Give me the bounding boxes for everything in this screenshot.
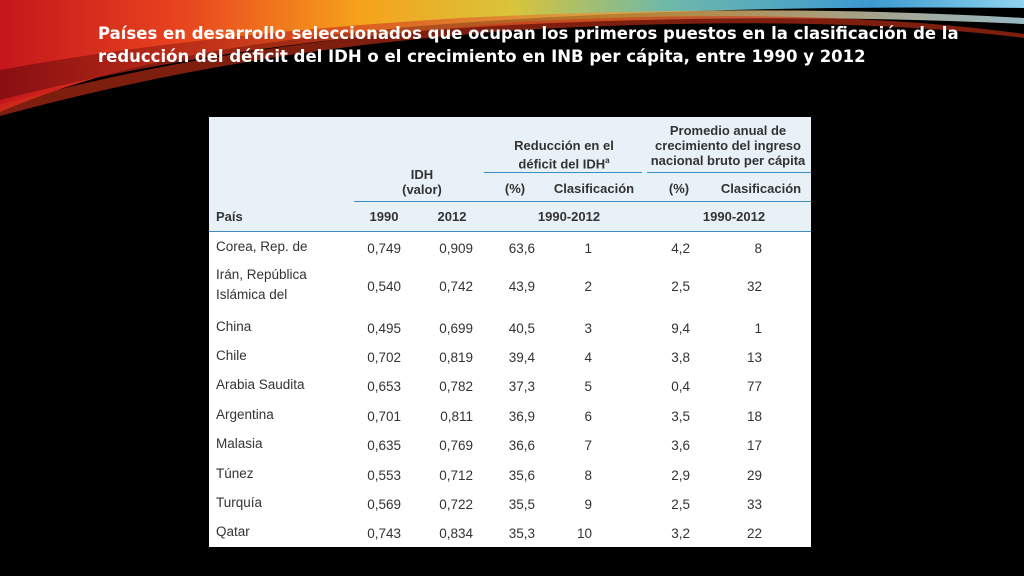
cell-reduccion-pct: 63,6 — [508, 241, 535, 256]
table-row — [209, 237, 811, 261]
header-reduccion-1: Reducción en el — [514, 138, 614, 153]
cell-reduccion-pct: 35,5 — [508, 497, 535, 512]
cell-idh-2012: 0,712 — [439, 468, 473, 483]
cell-idh-2012: 0,722 — [439, 497, 473, 512]
header-promedio-2: crecimiento del ingreso — [655, 138, 801, 153]
cell-reduccion-pct: 40,5 — [508, 321, 535, 336]
cell-reduccion-rank: 1 — [584, 241, 592, 256]
cell-country: Malasia — [216, 436, 263, 451]
cell-inb-rank: 18 — [746, 409, 762, 424]
cell-reduccion-rank: 9 — [584, 497, 592, 512]
cell-inb-rank: 22 — [746, 526, 762, 541]
table-row — [209, 464, 811, 488]
cell-reduccion-rank: 3 — [584, 321, 592, 336]
cell-reduccion-pct: 37,3 — [508, 379, 535, 394]
cell-country: Turquía — [216, 495, 263, 510]
cell-inb-pct: 3,6 — [671, 438, 690, 453]
cell-reduccion-rank: 7 — [584, 438, 592, 453]
cell-idh-1990: 0,495 — [367, 321, 401, 336]
cell-reduccion-pct: 35,6 — [508, 468, 535, 483]
cell-reduccion-rank: 4 — [584, 350, 592, 365]
header-idh: IDH — [410, 167, 434, 182]
table-row — [209, 317, 811, 341]
cell-country: Corea, Rep. de — [216, 239, 308, 254]
header-range-2: 1990-2012 — [702, 209, 766, 224]
table-row — [209, 265, 811, 309]
table-row — [209, 405, 811, 429]
cell-idh-2012: 0,699 — [439, 321, 473, 336]
cell-inb-rank: 32 — [746, 279, 762, 294]
header-bottom-rule — [209, 231, 811, 232]
cell-country: Arabia Saudita — [216, 377, 305, 392]
table-row — [209, 434, 811, 458]
cell-reduccion-rank: 8 — [584, 468, 592, 483]
hdi-ranking-table — [209, 117, 811, 547]
header-pais: País — [216, 209, 243, 224]
cell-inb-pct: 3,8 — [671, 350, 690, 365]
cell-inb-rank: 8 — [754, 241, 762, 256]
cell-inb-pct: 3,2 — [671, 526, 690, 541]
cell-inb-pct: 4,2 — [671, 241, 690, 256]
cell-idh-2012: 0,819 — [439, 350, 473, 365]
cell-idh-2012: 0,782 — [439, 379, 473, 394]
cell-inb-pct: 9,4 — [671, 321, 690, 336]
cell-inb-rank: 33 — [746, 497, 762, 512]
cell-inb-rank: 17 — [746, 438, 762, 453]
cell-idh-1990: 0,553 — [367, 468, 401, 483]
header-1990: 1990 — [369, 209, 399, 224]
cell-idh-1990: 0,635 — [367, 438, 401, 453]
table-row — [209, 375, 811, 399]
cell-idh-2012: 0,742 — [439, 279, 473, 294]
header-pct-2: (%) — [668, 181, 690, 196]
cell-country: Qatar — [216, 524, 250, 539]
cell-reduccion-rank: 6 — [584, 409, 592, 424]
cell-country: Irán, República Islámica del — [216, 267, 307, 302]
cell-inb-rank: 29 — [746, 468, 762, 483]
cell-inb-rank: 77 — [746, 379, 762, 394]
table-row — [209, 346, 811, 370]
header-idh-sub: (valor) — [402, 182, 442, 197]
header-pct: (%) — [504, 181, 526, 196]
header-clasificacion-2: Clasificación — [720, 181, 802, 196]
cell-country: China — [216, 319, 252, 334]
slide-title: Países en desarrollo seleccionados que ocupan los primeros puestos en la clasificación de la reducción del déficit del IDH o el crecimiento en INB per cápita, entre 1990 y 2012 — [98, 24, 959, 66]
cell-idh-1990: 0,743 — [367, 526, 401, 541]
table-row — [209, 493, 811, 517]
cell-reduccion-rank: 10 — [576, 526, 592, 541]
header-rule — [647, 172, 811, 173]
cell-idh-1990: 0,540 — [367, 279, 401, 294]
cell-idh-1990: 0,569 — [367, 497, 401, 512]
cell-idh-2012: 0,769 — [439, 438, 473, 453]
header-2012: 2012 — [437, 209, 467, 224]
cell-idh-2012: 0,834 — [439, 526, 473, 541]
cell-reduccion-pct: 36,6 — [508, 438, 535, 453]
cell-inb-pct: 3,5 — [671, 409, 690, 424]
cell-inb-pct: 0,4 — [671, 379, 690, 394]
cell-country: Túnez — [216, 466, 254, 481]
cell-idh-1990: 0,702 — [367, 350, 401, 365]
cell-inb-pct: 2,5 — [671, 497, 690, 512]
header-promedio-1: Promedio anual de — [669, 123, 787, 138]
cell-country: Chile — [216, 348, 247, 363]
cell-inb-rank: 13 — [746, 350, 762, 365]
cell-reduccion-pct: 35,3 — [508, 526, 535, 541]
table-row — [209, 522, 811, 546]
header-range-1: 1990-2012 — [537, 209, 601, 224]
cell-reduccion-pct: 36,9 — [508, 409, 535, 424]
cell-idh-2012: 0,811 — [440, 409, 473, 424]
header-rule — [354, 201, 811, 202]
cell-reduccion-rank: 5 — [584, 379, 592, 394]
cell-country: Argentina — [216, 407, 274, 422]
cell-reduccion-pct: 39,4 — [508, 350, 535, 365]
cell-inb-pct: 2,5 — [671, 279, 690, 294]
cell-idh-1990: 0,749 — [367, 241, 401, 256]
cell-idh-1990: 0,701 — [367, 409, 401, 424]
cell-idh-1990: 0,653 — [367, 379, 401, 394]
header-clasificacion: Clasificación — [553, 181, 635, 196]
header-rule — [484, 172, 642, 173]
header-reduccion-2: déficit del IDH$^a$ — [518, 156, 610, 172]
cell-idh-2012: 0,909 — [439, 241, 473, 256]
cell-inb-pct: 2,9 — [671, 468, 690, 483]
cell-reduccion-pct: 43,9 — [508, 279, 535, 294]
header-promedio-3: nacional bruto per cápita — [650, 153, 806, 168]
cell-inb-rank: 1 — [754, 321, 762, 336]
cell-reduccion-rank: 2 — [584, 279, 592, 294]
